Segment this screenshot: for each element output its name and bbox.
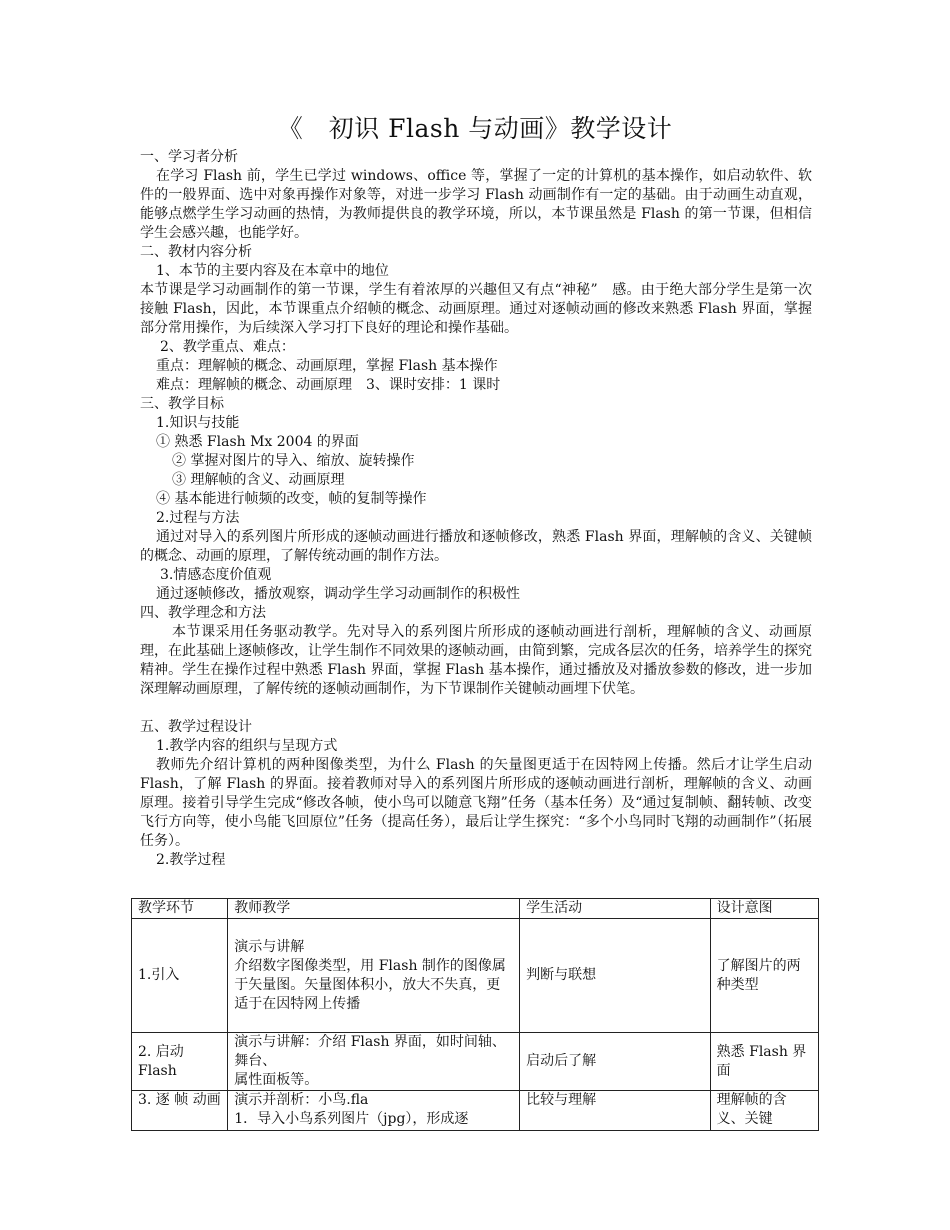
column-header: 教师教学	[228, 899, 520, 919]
intent-cell: 熟悉 Flash 界面	[710, 1033, 818, 1091]
subheading: 2、教学重点、难点：	[160, 339, 295, 355]
teaching-process-table	[131, 898, 819, 1131]
student-cell: 比较与理解	[520, 1091, 711, 1131]
document-body	[140, 148, 812, 870]
section-heading: 四、教学理念和方法	[140, 605, 266, 621]
section-heading: 三、教学目标	[140, 396, 224, 412]
table-row	[132, 1091, 819, 1131]
list-item: ① 熟悉 Flash Mx 2004 的界面	[156, 434, 359, 450]
student-cell: 启动后了解	[520, 1033, 711, 1091]
subheading: 3.情感态度价值观	[160, 567, 272, 583]
stage-cell: 3. 逐 帧 动画	[132, 1091, 228, 1131]
cell-line: 属性面板等。	[234, 1072, 319, 1088]
subheading: 1.知识与技能	[156, 415, 240, 431]
paragraph: 教师先介绍计算机的两种图像类型，为什么 Flash 的矢量图更适于在因特网上传播。然后才让学生启动 Flash，了解 Flash 的界面。接着教师对导入的系列图片所形成的逐帧动画进行剖析，理解帧的含义、动画原理。接着引导学生完成“修改各帧，使小鸟可以随意飞翔”任务（基本任务）及“通过复制帧、翻转帧、改变飞行方向等，使小鸟能飞回原位”任务（提高任务），最后让学生探究：“多个小鸟同时飞翔的动画制作”（拓展任务）。	[140, 757, 812, 849]
column-header: 学生活动	[520, 899, 711, 919]
column-header: 设计意图	[710, 899, 818, 919]
paragraph: 本节课是学习动画制作的第一节课，学生有着浓厚的兴趣但又有点“神秘” 感。由于绝大部分学生是第一次接触 Flash，因此，本节课重点介绍帧的概念、动画原理。通过对逐帧动画的修改来熟悉 Flash 界面，掌握部分常用操作，为后续深入学习打下良好的理论和操作基础。	[140, 282, 812, 336]
paragraph: 在学习 Flash 前，学生已学过 windows、office 等，掌握了一定的计算机的基本操作，如启动软件、软件的一般界面、选中对象再操作对象等，对进一步学习 Flash 动画制作有一定的基础。由于动画生动直观，能够点燃学生学习动画的热情，为教师提供良的教学环境，所以，本节课虽然是 Flash 的第一节课，但相信学生会感兴趣，也能学好。	[140, 168, 812, 241]
paragraph: 通过对导入的系列图片所形成的逐帧动画进行播放和逐帧修改，熟悉 Flash 界面，理解帧的含义、关键帧的概念、动画的原理，了解传统动画的制作方法。	[140, 529, 812, 564]
subheading: 1、本节的主要内容及在本章中的地位	[156, 263, 389, 279]
intent-cell: 理解帧的含义、关键	[710, 1091, 818, 1131]
stage-cell: 1.引入	[132, 919, 228, 1033]
student-cell: 判断与联想	[520, 919, 711, 1033]
list-item: ③ 理解帧的含义、动画原理	[172, 472, 345, 488]
paragraph: 难点：理解帧的概念、动画原理 3、课时安排：1 课时	[156, 377, 501, 393]
teacher-cell	[228, 919, 520, 1033]
subheading: 2.过程与方法	[156, 510, 240, 526]
paragraph: 通过逐帧修改，播放观察，调动学生学习动画制作的积极性	[156, 586, 520, 602]
subheading: 1.教学内容的组织与呈现方式	[156, 738, 338, 754]
table-row	[132, 919, 819, 1033]
list-item: ④ 基本能进行帧频的改变，帧的复制等操作	[156, 491, 427, 507]
table-header-row	[132, 899, 819, 919]
cell-line: 演示与讲解	[234, 938, 305, 955]
paragraph: 本节课采用任务驱动教学。先对导入的系列图片所形成的逐帧动画进行剖析，理解帧的含义、动画原理，在此基础上逐帧修改，让学生制作不同效果的逐帧动画，由简到繁，完成各层次的任务，培养学生的探究精神。学生在操作过程中熟悉 Flash 界面，掌握 Flash 基本操作，通过播放及对播放参数的修改，进一步加深理解动画原理，了解传统的逐帧动画制作，为下节课制作关键帧动画埋下伏笔。	[140, 624, 812, 697]
list-item: ② 掌握对图片的导入、缩放、旋转操作	[172, 453, 415, 469]
cell-line: 1．导入小鸟系列图片（jpg），形成逐	[234, 1111, 469, 1127]
section-heading: 二、教材内容分析	[140, 244, 252, 260]
teacher-cell	[228, 1091, 520, 1131]
stage-cell: 2. 启动 Flash	[132, 1033, 228, 1091]
cell-line: 于矢量图。矢量图体积小，放大不失真，更适于在因特网上传播	[234, 976, 501, 1012]
cell-line: 演示与讲解：介绍 Flash 界面，如时间轴、舞台、	[234, 1034, 506, 1069]
cell-line: 介绍数字图像类型，用 Flash 制作的图像属	[234, 957, 506, 974]
section-heading: 五、教学过程设计	[140, 719, 252, 735]
document-title: 《 初识 Flash 与动画》教学设计	[277, 114, 673, 143]
subheading: 2.教学过程	[156, 852, 226, 868]
teacher-cell	[228, 1033, 520, 1091]
blank-line	[140, 699, 812, 718]
paragraph: 重点：理解帧的概念、动画原理，掌握 Flash 基本操作	[156, 358, 498, 374]
section-heading: 一、学习者分析	[140, 149, 238, 165]
cell-line: 演示并剖析：小鸟.fla	[234, 1092, 369, 1108]
table-row	[132, 1033, 819, 1091]
intent-cell: 了解图片的两种类型	[710, 919, 818, 1033]
column-header: 教学环节	[132, 899, 228, 919]
